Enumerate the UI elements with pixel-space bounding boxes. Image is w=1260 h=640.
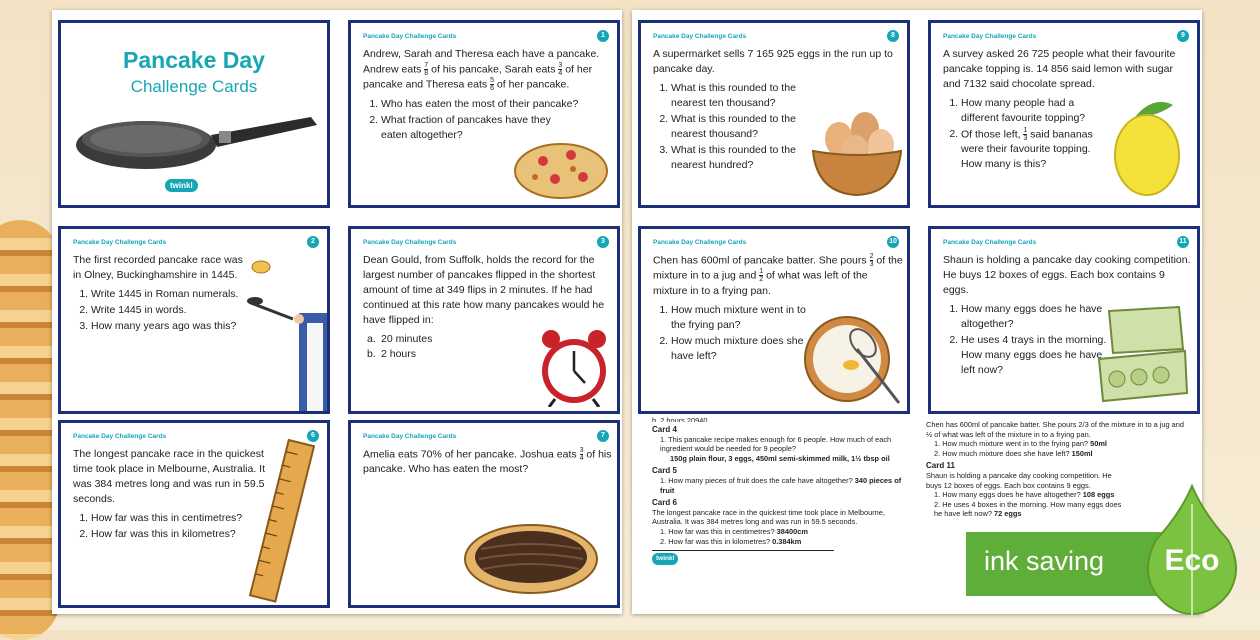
answer-text: The longest pancake race in the quickest time took place in Melbourne, Australia. It was 384 metres long and was run in 59.5 seconds. (652, 507, 885, 527)
strawberry-pancake-icon (513, 141, 609, 201)
answer-column-left (652, 416, 914, 565)
question-item: 3. How many years ago was this? (91, 319, 243, 334)
twinkl-logo: twinkl (652, 553, 678, 565)
answer-card-title: Card 5 (652, 466, 677, 476)
alarm-clock-icon (537, 327, 611, 407)
eco-leaf-icon (1142, 484, 1242, 620)
card-number: 7 (597, 430, 609, 442)
card-text: The first recorded pancake race was in Olney, Buckinghamshire in 1445. (73, 254, 243, 281)
pancake-flipper-icon (247, 253, 330, 413)
question-item: 2. Write 1445 in words. (91, 303, 243, 318)
question-item: 2. He uses 4 trays in the morning. How many eggs does he have left now? (961, 333, 1115, 378)
card-number: 1 (597, 30, 609, 42)
answer-card-title: Card 11 (926, 461, 955, 471)
card-header: Pancake Day Challenge Cards (653, 33, 747, 40)
card-body (363, 447, 613, 481)
egg-carton-icon (1093, 301, 1193, 405)
eco-label: Eco (1164, 544, 1220, 577)
fraction: $\frac{1}{3}$ (1023, 127, 1028, 142)
answer-line: b. 2 hours 20940 (652, 416, 708, 422)
answer-text: 1. This pancake recipe makes enough for 6 people. How much of each ingredient would be needed for 9 people? (660, 434, 892, 454)
answer-row: 1. How far was this in centimetres? 38400cm (660, 526, 808, 536)
challenge-card-10 (638, 226, 910, 414)
challenge-card-11 (928, 226, 1200, 414)
frying-pan-icon (71, 111, 321, 173)
fraction: $\frac{5}{6}$ (490, 77, 494, 93)
cards-sheet-left (52, 10, 622, 614)
fraction: $\frac{1}{2}$ (759, 268, 764, 284)
answer-text: Chen has 600ml of pancake batter. She pours 2/3 of the mixture in to a jug and ½ of what was left of the mixture in to a frying pan. (926, 420, 1185, 439)
card-text: A survey asked 26 725 people what their favourite pancake topping is. 14 856 said lemon with sugar and 7132 said chocolate spread. (943, 48, 1176, 90)
card-number: 3 (597, 236, 609, 248)
title-subheading: Challenge Cards (130, 77, 258, 96)
card-text: Amelia eats 70% of her pancake. Joshua eats (363, 448, 577, 461)
card-text: of his pancake. Who has eaten the most? (363, 448, 612, 476)
egg-bowl-icon (809, 99, 905, 199)
challenge-card-2 (58, 226, 330, 414)
question-item: 2. How far was this in kilometres? (91, 527, 285, 542)
challenge-card-3 (348, 226, 620, 414)
divider (652, 550, 834, 551)
title-card (58, 20, 330, 208)
title-heading: Pancake Day (123, 47, 265, 73)
question-item: 2. How much mixture does she have left? (671, 334, 811, 364)
card-text: Chen has 600ml of pancake batter. She pours (653, 254, 867, 267)
question-item: 1. How many people had a different favourite topping? (961, 96, 1111, 126)
card-number: 11 (1177, 236, 1189, 248)
background-pancake-stack (0, 220, 60, 640)
ruler-icon (247, 439, 319, 603)
card-text: A supermarket sells 7 165 925 eggs in the run up to pancake day. (653, 48, 893, 75)
card-header: Pancake Day Challenge Cards (73, 433, 167, 440)
answer-row: 1. How many pieces of fruit does the cafe have altogether? 340 pieces of fruit (660, 475, 902, 495)
answer-row: 1. How many eggs does he have altogether? 108 eggs (934, 490, 1115, 500)
question-item: 2. What is this rounded to the nearest thousand? (671, 112, 821, 142)
question-item: 1. How much mixture went in to the frying pan? (671, 303, 811, 333)
answer-text: Shaun is holding a pancake day cooking competition. He buys 12 boxes of eggs. Each box contains 9 eggs. (926, 470, 1112, 490)
answer-row: 2. He uses 4 boxes in the morning. How many eggs does he have left now? 72 eggs (934, 499, 1122, 519)
challenge-card-8 (638, 20, 910, 208)
card-text: Dean Gould, from Suffolk, holds the record for the largest number of pancakes flipped in the shortest amount of time at 349 flips in 2 minutes. If he had continued at this rate how many pancakes would he have flipped in: (363, 254, 605, 326)
challenge-card-7 (348, 420, 620, 608)
card-header: Pancake Day Challenge Cards (943, 33, 1037, 40)
question-item: 1. Who has eaten the most of their pancake? (381, 97, 601, 112)
card-body (73, 253, 243, 335)
card-text: of her pancake and Theresa eats (363, 63, 593, 91)
card-header: Pancake Day Challenge Cards (363, 239, 457, 246)
answer-row: 2. How far was this in kilometres? 0.384km (660, 536, 802, 546)
question-item: 2. Of those left, $\frac{1}{3}$ said bananas were their favourite topping. How many is this? (961, 127, 1111, 172)
question-item: 1. How many eggs does he have altogether? (961, 302, 1115, 332)
card-number: 6 (307, 430, 319, 442)
lemon-icon (1105, 87, 1189, 199)
fraction: $\frac{3}{4}$ (558, 62, 563, 77)
ink-saving-label: ink saving (984, 546, 1105, 576)
answer-card-title: Card 6 (652, 498, 677, 508)
card-text: of his pancake, Sarah eats (431, 63, 556, 76)
answer-row: 1. How much mixture went in to the frying pan? 50ml (934, 439, 1107, 449)
card-text: Andrew, Sarah and Theresa each have a pancake. Andrew eats (363, 48, 600, 76)
option-a: a. 20 minutes (367, 333, 433, 345)
card-text: Shaun is holding a pancake day cooking competition. He buys 12 boxes of eggs. Each box contains 9 eggs. (943, 254, 1191, 296)
card-text: The longest pancake race in the quickest time took place in Melbourne, Australia. It was 384 metres long and was run in 59.5 seconds. (73, 448, 266, 505)
fraction: $\frac{7}{8}$ (424, 62, 429, 77)
card-text: of her pancake. (496, 78, 570, 91)
option-b: b. 2 hours (367, 348, 417, 360)
fraction: $\frac{2}{3}$ (869, 253, 874, 268)
challenge-card-1 (348, 20, 620, 208)
question-item: 1. How far was this in centimetres? (91, 511, 285, 526)
answer-card-title: Card 4 (652, 425, 677, 434)
card-header: Pancake Day Challenge Cards (363, 433, 457, 440)
challenge-card-9 (928, 20, 1200, 208)
answer-row: 2. How much mixture does she have left? 150ml (934, 448, 1093, 458)
card-number: 2 (307, 236, 319, 248)
question-item: 1. Write 1445 in Roman numerals. (91, 287, 243, 302)
card-number: 10 (887, 236, 899, 248)
cards-sheet-right (632, 10, 1202, 614)
card-header: Pancake Day Challenge Cards (943, 239, 1037, 246)
answer-value: 150g plain flour, 3 eggs, 450ml semi-skimmed milk, 1½ tbsp oil (670, 453, 890, 463)
twinkl-logo: twinkl (165, 179, 198, 192)
card-number: 8 (887, 30, 899, 42)
question-item: 3. What is this rounded to the nearest hundred? (671, 143, 821, 173)
card-number: 9 (1177, 30, 1189, 42)
card-text: of what was left of the mixture in to a frying pan. (653, 269, 868, 297)
chocolate-pancake-icon (461, 519, 601, 599)
card-text: of the mixture in to a jug and (653, 254, 903, 282)
card-header: Pancake Day Challenge Cards (363, 33, 457, 40)
fraction: $\frac{3}{4}$ (579, 447, 584, 462)
challenge-card-6 (58, 420, 330, 608)
card-header: Pancake Day Challenge Cards (73, 239, 167, 246)
card-header: Pancake Day Challenge Cards (653, 239, 747, 246)
question-item: 1. What is this rounded to the nearest ten thousand? (671, 81, 821, 111)
batter-bowl-icon (801, 309, 907, 409)
question-item: 2. What fraction of pancakes have they eaten altogether? (381, 113, 551, 143)
card-body (363, 47, 613, 144)
